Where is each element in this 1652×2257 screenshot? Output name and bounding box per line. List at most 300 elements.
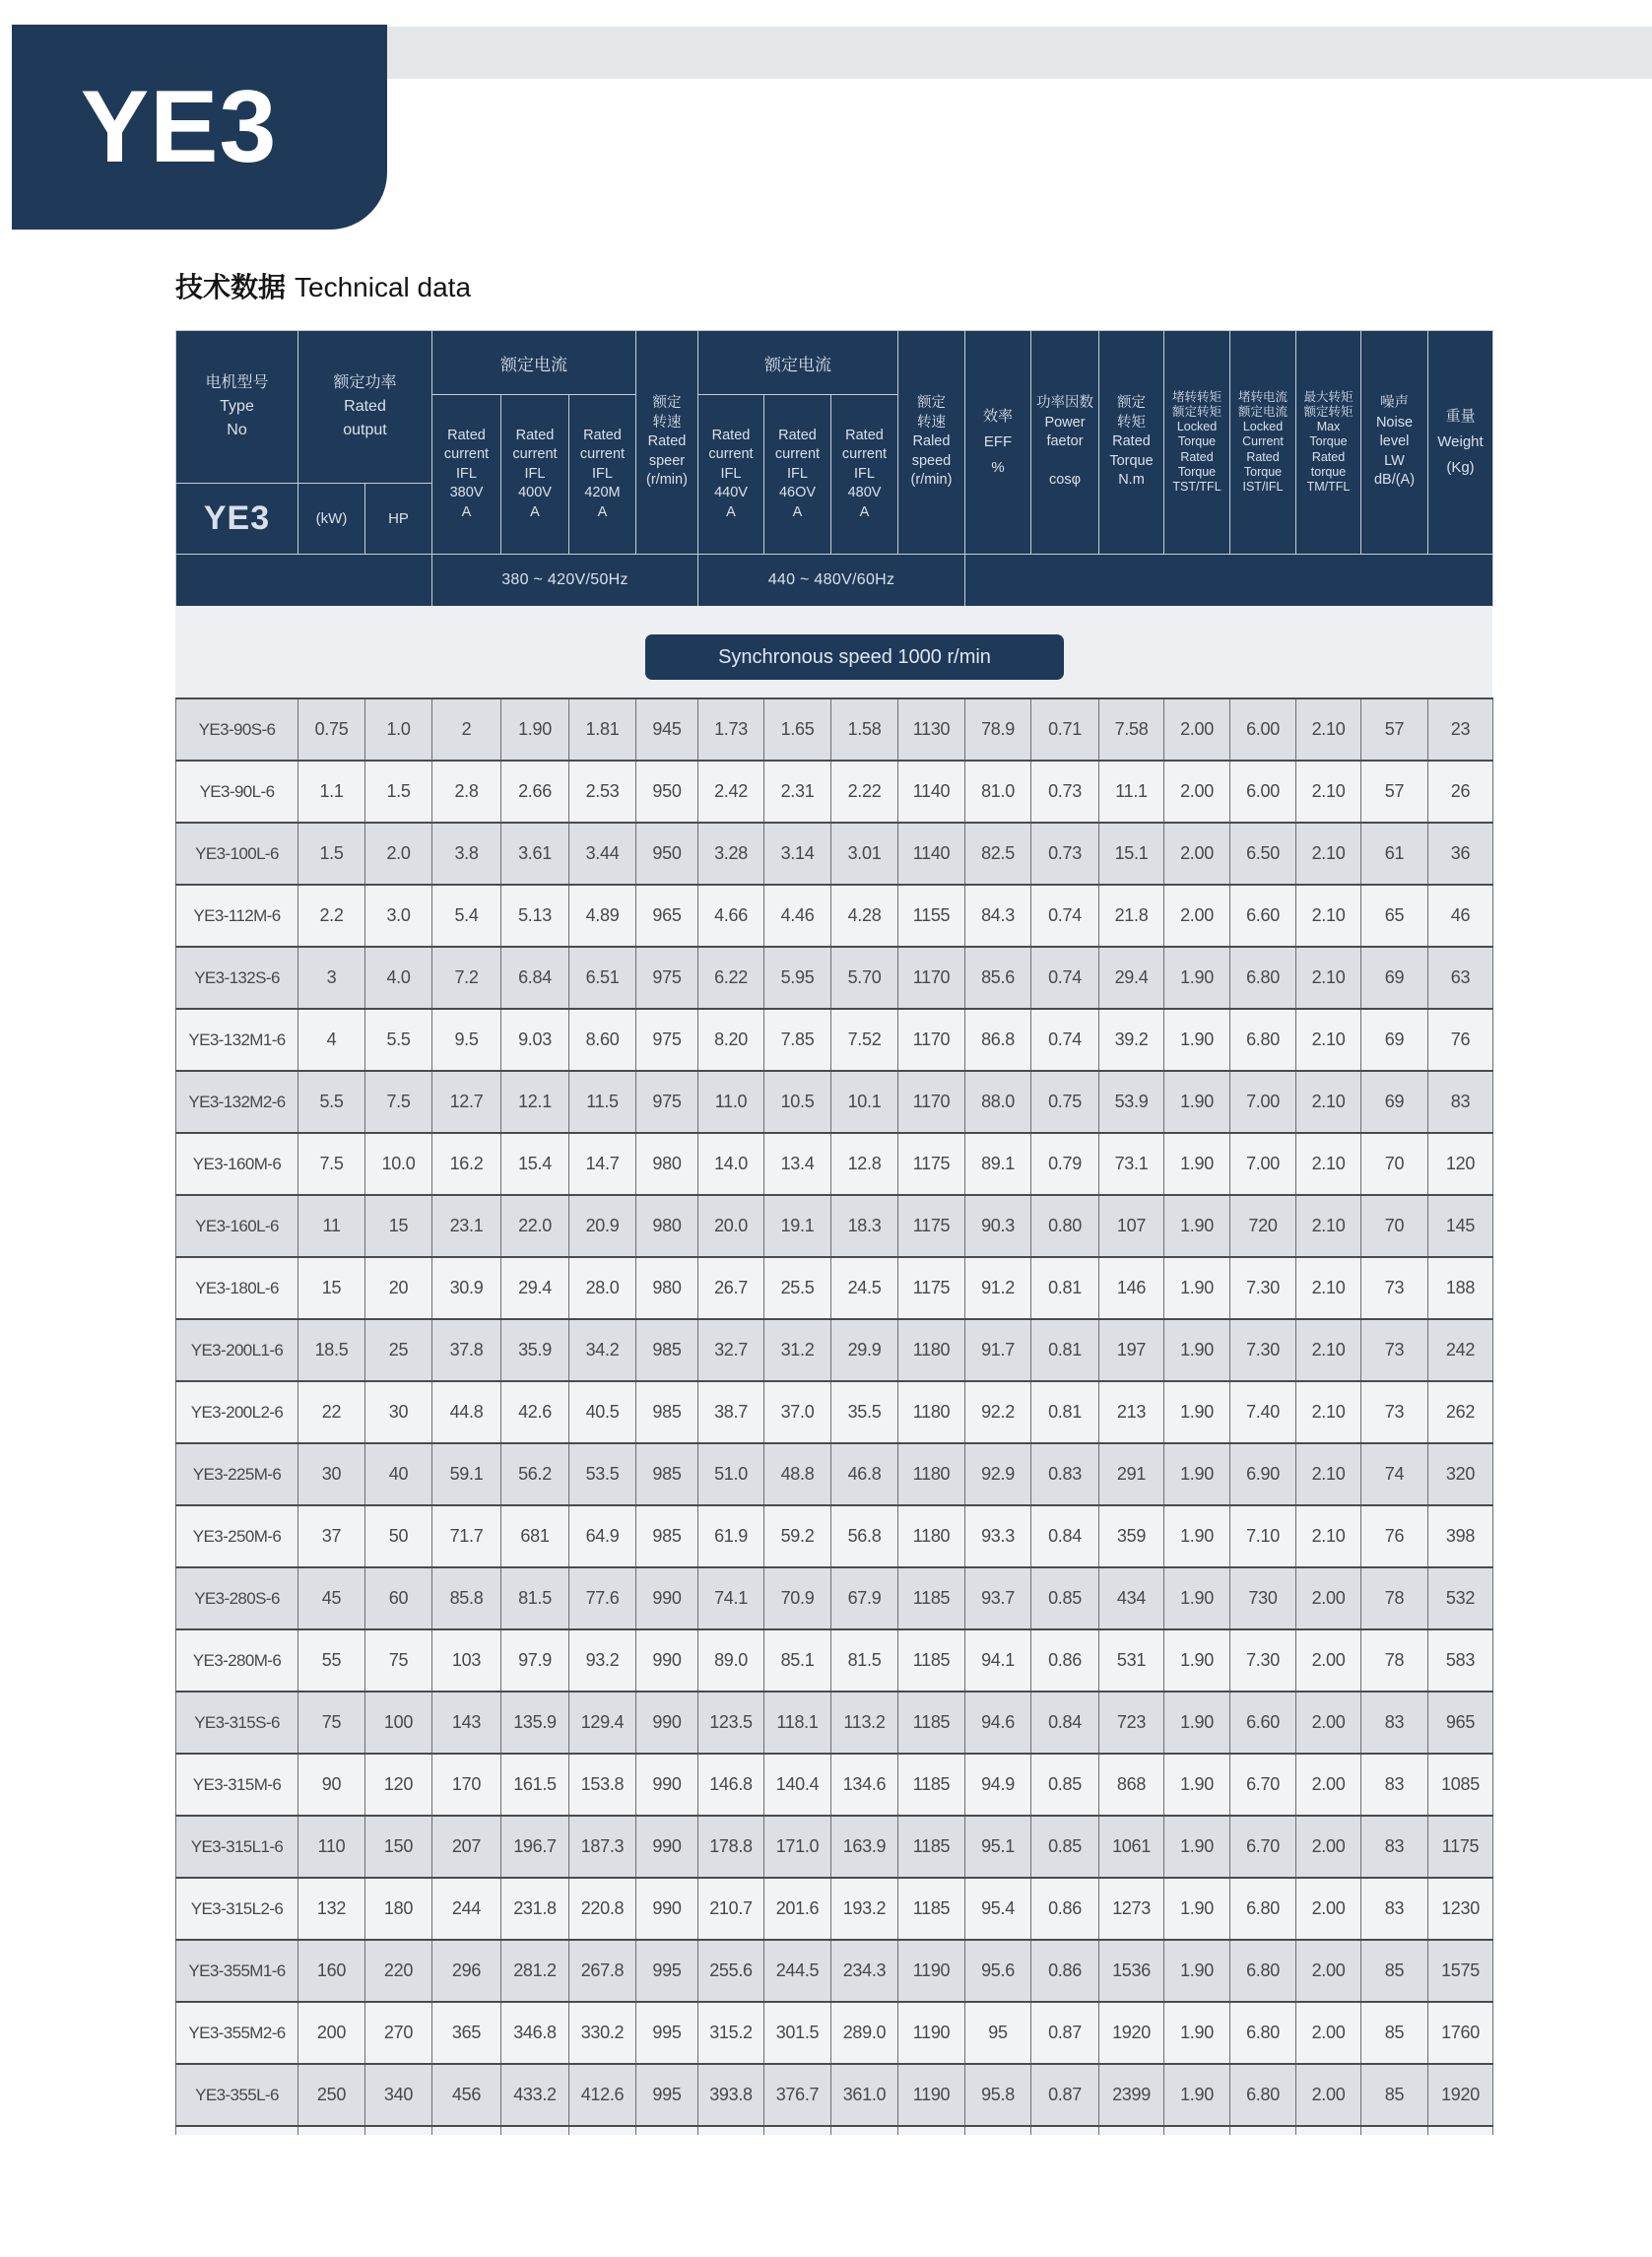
cell: 990 [636,1878,698,1940]
cell [1099,2126,1164,2135]
cell: 6.80 [1230,947,1296,1009]
cell: 975 [636,1071,698,1133]
cell: 188 [1428,1257,1493,1319]
cell: 985 [636,1505,698,1567]
cell: 11.5 [569,1071,636,1133]
cell: 681 [501,1505,569,1567]
cell: 95 [965,2002,1031,2064]
spec-table-body [176,698,1493,2135]
header-rated-speed-50hz: 额定 转速 Rated speer (r/min) [636,331,698,555]
cell: 63 [1428,947,1493,1009]
cell: YE3-160L-6 [176,1195,298,1257]
cell: 5.13 [501,885,569,947]
cell: 94.6 [965,1692,1031,1754]
cell: 213 [1099,1381,1164,1443]
cell: 92.2 [965,1381,1031,1443]
cell: 1.90 [1164,1071,1230,1133]
sync-speed-banner: Synchronous speed 1000 r/min [645,634,1064,680]
cell: 26.7 [698,1257,764,1319]
header-type-no: 电机型号 Type No [176,331,298,484]
cell: 7.30 [1230,1629,1296,1692]
cell: 10.1 [831,1071,898,1133]
cell: YE3-355M1-6 [176,1940,298,2002]
cell: 980 [636,1133,698,1195]
cell: YE3-200L2-6 [176,1381,298,1443]
cell: 30 [298,1443,365,1505]
header-kw-unit: (kW) [298,484,365,555]
cell: 197 [1099,1319,1164,1381]
cell: 346.8 [501,2002,569,2064]
cell: 0.86 [1031,1940,1099,2002]
cell: 730 [1230,1567,1296,1629]
cell: 0.86 [1031,1878,1099,1940]
cell: 1.90 [1164,1878,1230,1940]
cell: 7.2 [432,947,501,1009]
cell: 3.61 [501,823,569,885]
cell: YE3-90L-6 [176,761,298,823]
cell: 57 [1361,698,1428,761]
cell: 53.5 [569,1443,636,1505]
cell: 59.1 [432,1443,501,1505]
cell: YE3-315S-6 [176,1692,298,1754]
header-current-460v: Rated current IFL 46OV A [764,395,831,555]
cell: 3.8 [432,823,501,885]
cell [636,2126,698,2135]
cell [1164,2126,1230,2135]
cell: 1920 [1428,2064,1493,2126]
header-series-name: YE3 [176,484,298,555]
cell: 2.00 [1164,761,1230,823]
cell: YE3-200L1-6 [176,1319,298,1381]
cell: 0.81 [1031,1257,1099,1319]
cell: 123.5 [698,1692,764,1754]
cell: 78 [1361,1567,1428,1629]
cell: 220.8 [569,1878,636,1940]
cell: 1190 [898,2064,965,2126]
cell: 291 [1099,1443,1164,1505]
cell: 193.2 [831,1878,898,1940]
cell: 120 [1428,1133,1493,1195]
cell: 1185 [898,1816,965,1878]
cell: YE3-160M-6 [176,1133,298,1195]
cell: 0.81 [1031,1381,1099,1443]
cell: 2.10 [1296,1009,1361,1071]
cell [898,2126,965,2135]
cell: 44.8 [432,1381,501,1443]
cell: 2.10 [1296,1133,1361,1195]
cell: 93.2 [569,1629,636,1692]
cell: 32.7 [698,1319,764,1381]
cell: 145 [1428,1195,1493,1257]
cell: 2.00 [1296,1692,1361,1754]
cell: 532 [1428,1567,1493,1629]
cell [569,2126,636,2135]
header-rated-current-60hz: 额定电流 [698,331,898,395]
cell: 0.86 [1031,1629,1099,1692]
cell: 1.65 [764,698,831,761]
cell: 6.60 [1230,885,1296,947]
cell: 45 [298,1567,365,1629]
cell: 37 [298,1505,365,1567]
cell: 2 [432,698,501,761]
cell: 2.10 [1296,761,1361,823]
cell: 163.9 [831,1816,898,1878]
cell: 301.5 [764,2002,831,2064]
cell: 2.53 [569,761,636,823]
cell: 20.0 [698,1195,764,1257]
cell: 75 [365,1629,432,1692]
cell: 2.10 [1296,1443,1361,1505]
table-row [176,1692,1493,1754]
cell: YE3-280M-6 [176,1629,298,1692]
cell: 2.42 [698,761,764,823]
cell: 85 [1361,2064,1428,2126]
cell: 55 [298,1629,365,1692]
cell: 10.5 [764,1071,831,1133]
cell: YE3-250M-6 [176,1505,298,1567]
cell: 110 [298,1816,365,1878]
cell: 0.75 [298,698,365,761]
cell [501,2126,569,2135]
cell: 100 [365,1692,432,1754]
cell: 2.10 [1296,1505,1361,1567]
cell: 5.95 [764,947,831,1009]
cell: 0.73 [1031,823,1099,885]
cell: 85 [1361,2002,1428,2064]
cell: 15.4 [501,1133,569,1195]
cell: 16.2 [432,1133,501,1195]
cell: YE3-315L2-6 [176,1878,298,1940]
cell: 975 [636,947,698,1009]
header-max-torque-ratio: 最大转矩 额定转矩 Max Torque Rated torque TM/TFL [1296,331,1361,555]
cell: 118.1 [764,1692,831,1754]
cell: 0.79 [1031,1133,1099,1195]
cell: 90.3 [965,1195,1031,1257]
cell: 81.0 [965,761,1031,823]
cell: 1085 [1428,1754,1493,1816]
cell: 150 [365,1816,432,1878]
cell: 1185 [898,1754,965,1816]
page-title [175,266,471,305]
cell: 69 [1361,1071,1428,1133]
cell: 92.9 [965,1443,1031,1505]
cell: 1.1 [298,761,365,823]
cell: 146 [1099,1257,1164,1319]
cell: 1.90 [1164,1319,1230,1381]
cell: 14.7 [569,1133,636,1195]
cell: 7.30 [1230,1319,1296,1381]
cell: 0.75 [1031,1071,1099,1133]
cell: 48.8 [764,1443,831,1505]
cell: 723 [1099,1692,1164,1754]
header-rated-output: 额定功率 Rated output [298,331,432,484]
cell: 7.00 [1230,1071,1296,1133]
cell: 6.50 [1230,823,1296,885]
cell: 330.2 [569,2002,636,2064]
cell: 20 [365,1257,432,1319]
cell: 12.8 [831,1133,898,1195]
cell: 81.5 [501,1567,569,1629]
cell: 412.6 [569,2064,636,2126]
cell: 93.3 [965,1505,1031,1567]
cell: 71.7 [432,1505,501,1567]
cell: YE3-315M-6 [176,1754,298,1816]
cell: 234.3 [831,1940,898,2002]
cell: 980 [636,1257,698,1319]
cell: 3 [298,947,365,1009]
cell: 2399 [1099,2064,1164,2126]
cell: 76 [1361,1505,1428,1567]
cell: 2.00 [1164,885,1230,947]
cell: 6.60 [1230,1692,1296,1754]
cell: 720 [1230,1195,1296,1257]
cell: 95.1 [965,1816,1031,1878]
cell: 89.0 [698,1629,764,1692]
table-row [176,2064,1493,2126]
cell: 4.28 [831,885,898,947]
cell [965,2126,1031,2135]
cell: 26 [1428,761,1493,823]
cell: 1.90 [1164,1567,1230,1629]
cell: 6.70 [1230,1816,1296,1878]
cell: YE3-100L-6 [176,823,298,885]
cell: 94.9 [965,1754,1031,1816]
cell: 40.5 [569,1381,636,1443]
cell: 31.2 [764,1319,831,1381]
cell: 2.10 [1296,1257,1361,1319]
cell: 1061 [1099,1816,1164,1878]
cell: 1140 [898,823,965,885]
cell: 9.5 [432,1009,501,1071]
cell: 1.90 [1164,1381,1230,1443]
cell: 1180 [898,1381,965,1443]
table-row [176,698,1493,761]
cell: 2.00 [1296,1878,1361,1940]
cell: 2.10 [1296,1319,1361,1381]
cell: 1175 [898,1257,965,1319]
cell: 296 [432,1940,501,2002]
cell: 320 [1428,1443,1493,1505]
cell: 11 [298,1195,365,1257]
cell: 2.2 [298,885,365,947]
cell: 4.66 [698,885,764,947]
cell: 0.73 [1031,761,1099,823]
cell: 91.7 [965,1319,1031,1381]
cell: YE3-355L-6 [176,2064,298,2126]
cell: 945 [636,698,698,761]
cell: 6.80 [1230,1878,1296,1940]
cell: 73.1 [1099,1133,1164,1195]
cell: 244.5 [764,1940,831,2002]
cell: 9.03 [501,1009,569,1071]
cell: 365 [432,2002,501,2064]
cell: 7.5 [365,1071,432,1133]
cell: 2.00 [1296,2002,1361,2064]
cell: 434 [1099,1567,1164,1629]
cutoff-row [176,2126,1493,2135]
cell: 1185 [898,1567,965,1629]
cell: 0.74 [1031,947,1099,1009]
cell: 1.90 [501,698,569,761]
cell: 267.8 [569,1940,636,2002]
cell: 70.9 [764,1567,831,1629]
cell: 78 [1361,1629,1428,1692]
cell: 1575 [1428,1940,1493,2002]
cell: 73 [1361,1319,1428,1381]
cell: 1.90 [1164,1257,1230,1319]
cell: 242 [1428,1319,1493,1381]
cell: 231.8 [501,1878,569,1940]
cell: 207 [432,1816,501,1878]
cell: 46 [1428,885,1493,947]
cell: 433.2 [501,2064,569,2126]
cell: 4.46 [764,885,831,947]
cell: 12.7 [432,1071,501,1133]
cell: 1.5 [365,761,432,823]
cell: 6.80 [1230,1009,1296,1071]
cell: YE3-90S-6 [176,698,298,761]
cell: 1760 [1428,2002,1493,2064]
cell: 1175 [1428,1816,1493,1878]
cell: 1.0 [365,698,432,761]
cell: 2.00 [1296,1754,1361,1816]
cell: 7.00 [1230,1133,1296,1195]
cell: 6.80 [1230,2064,1296,2126]
cell: 2.00 [1296,1629,1361,1692]
cell: 35.5 [831,1381,898,1443]
cell: 73 [1361,1381,1428,1443]
header-current-440v: Rated current IFL 440V A [698,395,764,555]
band-empty-left [176,555,432,607]
cell: 1185 [898,1878,965,1940]
cell: 1185 [898,1692,965,1754]
cell: 995 [636,2002,698,2064]
cell: 171.0 [764,1816,831,1878]
table-row [176,1629,1493,1692]
cell: 0.74 [1031,885,1099,947]
cell [698,2126,764,2135]
cell: 965 [1428,1692,1493,1754]
cell: 250 [298,2064,365,2126]
cell: YE3-315L1-6 [176,1816,298,1878]
table-row [176,1195,1493,1257]
cell: 76 [1428,1009,1493,1071]
cell: 107 [1099,1195,1164,1257]
cell: 187.3 [569,1816,636,1878]
cell: 51.0 [698,1443,764,1505]
cell: 74 [1361,1443,1428,1505]
header-noise-level: 噪声 Noise level LW dB/(A) [1361,331,1428,555]
cell: 1.90 [1164,1754,1230,1816]
cell: 95.4 [965,1878,1031,1940]
cell: 990 [636,1629,698,1692]
cell: 980 [636,1195,698,1257]
cell: 255.6 [698,1940,764,2002]
cell: 84.3 [965,885,1031,947]
cell: 113.2 [831,1692,898,1754]
table-row [176,1133,1493,1195]
cell: 6.70 [1230,1754,1296,1816]
cell: 1.90 [1164,2002,1230,2064]
cell: 3.0 [365,885,432,947]
cell [1296,2126,1361,2135]
page-title-en: Technical data [295,272,472,302]
cell: 69 [1361,1009,1428,1071]
cell: 5.5 [298,1071,365,1133]
cell: 12.1 [501,1071,569,1133]
cell: 8.20 [698,1009,764,1071]
cell: 18.5 [298,1319,365,1381]
cell: 985 [636,1443,698,1505]
cell: 70 [1361,1133,1428,1195]
cell: 60 [365,1567,432,1629]
cell: 5.5 [365,1009,432,1071]
cell: 56.2 [501,1443,569,1505]
cell: 1170 [898,1009,965,1071]
cell: 244 [432,1878,501,1940]
cell: 93.7 [965,1567,1031,1629]
brand-logo-box [12,25,387,230]
cell: 75 [298,1692,365,1754]
cell: 180 [365,1878,432,1940]
cell: 81.5 [831,1629,898,1692]
cell: 178.8 [698,1816,764,1878]
cell: 24.5 [831,1257,898,1319]
cell: 3.44 [569,823,636,885]
cell: 1.90 [1164,1940,1230,2002]
cell: 1180 [898,1505,965,1567]
cell: 359 [1099,1505,1164,1567]
cell: 1140 [898,761,965,823]
brand-logo-text: YE3 [80,69,278,184]
cell: 146.8 [698,1754,764,1816]
cell: 6.00 [1230,698,1296,761]
cell: 0.85 [1031,1567,1099,1629]
cell: 0.85 [1031,1754,1099,1816]
cell: 6.22 [698,947,764,1009]
cell: 83 [1361,1878,1428,1940]
cell: 1185 [898,1629,965,1692]
header-rated-current-50hz: 额定电流 [432,331,636,395]
cell: 21.8 [1099,885,1164,947]
cell: 0.71 [1031,698,1099,761]
table-row [176,1940,1493,2002]
cell: 220 [365,1940,432,2002]
cell: 95.8 [965,2064,1031,2126]
cell: 376.7 [764,2064,831,2126]
cell: 83 [1361,1754,1428,1816]
cell: 6.80 [1230,2002,1296,2064]
cell: 0.85 [1031,1816,1099,1878]
cell: 37.8 [432,1319,501,1381]
table-row [176,823,1493,885]
cell: 1.90 [1164,1009,1230,1071]
table-row [176,947,1493,1009]
cell: 85.8 [432,1567,501,1629]
cell: 361.0 [831,2064,898,2126]
cell: 2.10 [1296,885,1361,947]
cell: 0.83 [1031,1443,1099,1505]
cell: 1536 [1099,1940,1164,2002]
cell: 1155 [898,885,965,947]
cell: 15 [298,1257,365,1319]
cell: 40 [365,1443,432,1505]
cell: 1.90 [1164,2064,1230,2126]
cell: 170 [432,1754,501,1816]
cell: 135.9 [501,1692,569,1754]
cell: YE3-132M2-6 [176,1071,298,1133]
cell: 2.00 [1296,2064,1361,2126]
